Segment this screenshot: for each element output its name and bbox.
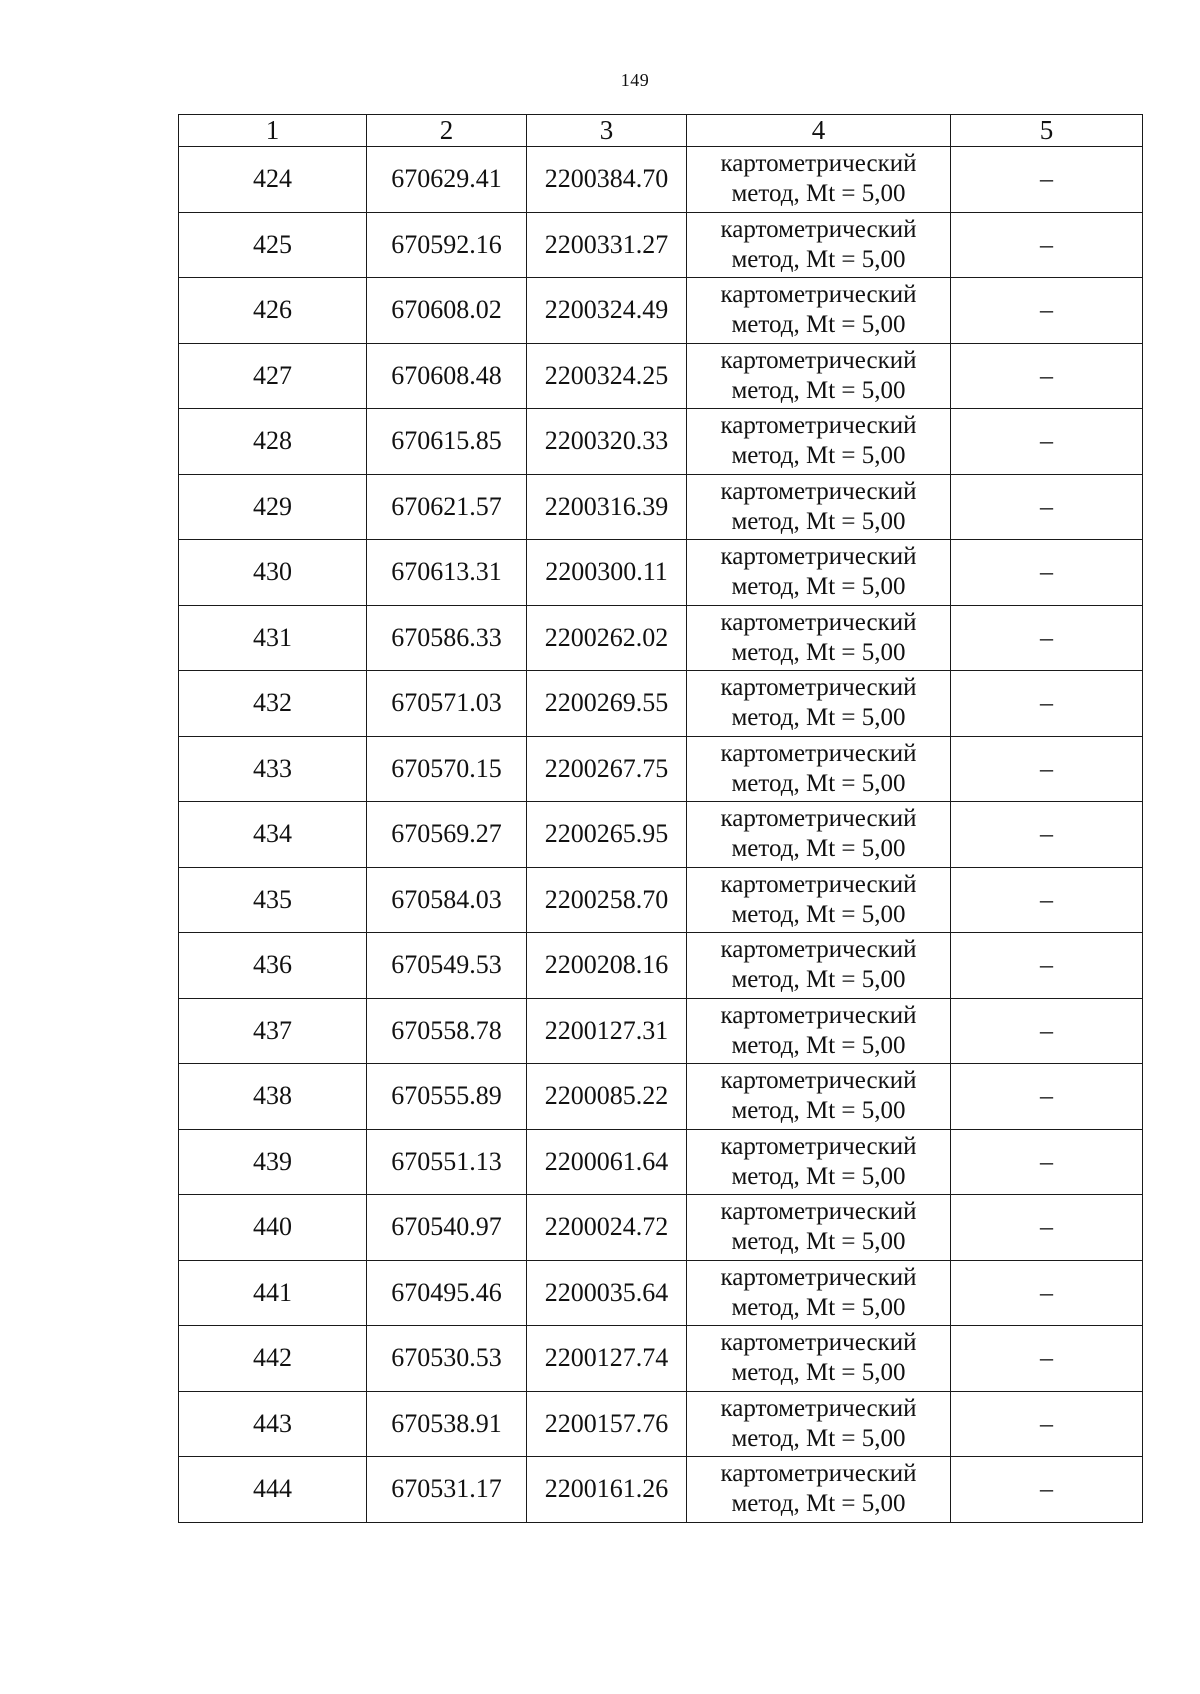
column-5-cell: – — [951, 343, 1143, 409]
y-coordinate-cell: 2200324.25 — [527, 343, 687, 409]
x-coordinate-cell: 670629.41 — [367, 147, 527, 213]
method-cell — [687, 933, 951, 999]
table-row — [179, 343, 1143, 409]
table-row — [179, 212, 1143, 278]
table-row — [179, 1326, 1143, 1392]
column-5-cell: – — [951, 409, 1143, 475]
method-line-2: метод, Mt = 5,00 — [731, 1162, 906, 1190]
column-5-cell: – — [951, 1391, 1143, 1457]
method-cell — [687, 998, 951, 1064]
method-line-1: картометрический — [720, 1132, 917, 1160]
column-5-cell: – — [951, 1195, 1143, 1261]
x-coordinate-cell: 670538.91 — [367, 1391, 527, 1457]
y-coordinate-cell: 2200208.16 — [527, 933, 687, 999]
method-line-2: метод, Mt = 5,00 — [731, 376, 906, 404]
table-row — [179, 605, 1143, 671]
method-line-2: метод, Mt = 5,00 — [731, 1228, 906, 1256]
point-number-cell: 431 — [179, 605, 367, 671]
column-5-cell: – — [951, 1129, 1143, 1195]
table-row — [179, 147, 1143, 213]
point-number-cell: 430 — [179, 540, 367, 606]
method-line-2: метод, Mt = 5,00 — [731, 1293, 906, 1321]
method-line-1: картометрический — [720, 215, 917, 243]
y-coordinate-cell: 2200061.64 — [527, 1129, 687, 1195]
column-5-cell: – — [951, 736, 1143, 802]
y-coordinate-cell: 2200127.74 — [527, 1326, 687, 1392]
x-coordinate-cell: 670549.53 — [367, 933, 527, 999]
table-row — [179, 278, 1143, 344]
method-cell — [687, 1064, 951, 1130]
method-line-2: метод, Mt = 5,00 — [731, 1097, 906, 1125]
table-row — [179, 1064, 1143, 1130]
table-row — [179, 1129, 1143, 1195]
column-5-cell: – — [951, 867, 1143, 933]
method-line-2: метод, Mt = 5,00 — [731, 245, 906, 273]
table-row — [179, 998, 1143, 1064]
method-cell — [687, 1326, 951, 1392]
table-row — [179, 540, 1143, 606]
point-number-cell: 443 — [179, 1391, 367, 1457]
y-coordinate-cell: 2200384.70 — [527, 147, 687, 213]
method-line-1: картометрический — [720, 150, 917, 178]
x-coordinate-cell: 670569.27 — [367, 802, 527, 868]
column-5-cell: – — [951, 802, 1143, 868]
method-cell — [687, 474, 951, 540]
y-coordinate-cell: 2200258.70 — [527, 867, 687, 933]
x-coordinate-cell: 670540.97 — [367, 1195, 527, 1261]
column-5-cell: – — [951, 540, 1143, 606]
table-row — [179, 409, 1143, 475]
method-cell — [687, 278, 951, 344]
point-number-cell: 444 — [179, 1457, 367, 1523]
point-number-cell: 428 — [179, 409, 367, 475]
method-line-1: картометрический — [720, 1329, 917, 1357]
y-coordinate-cell: 2200157.76 — [527, 1391, 687, 1457]
method-line-2: метод, Mt = 5,00 — [731, 311, 906, 339]
table-row — [179, 671, 1143, 737]
point-number-cell: 425 — [179, 212, 367, 278]
column-5-cell: – — [951, 998, 1143, 1064]
x-coordinate-cell: 670495.46 — [367, 1260, 527, 1326]
x-coordinate-cell: 670551.13 — [367, 1129, 527, 1195]
method-line-2: метод, Mt = 5,00 — [731, 1490, 906, 1518]
method-line-1: картометрический — [720, 281, 917, 309]
x-coordinate-cell: 670570.15 — [367, 736, 527, 802]
y-coordinate-cell: 2200035.64 — [527, 1260, 687, 1326]
method-cell — [687, 212, 951, 278]
point-number-cell: 438 — [179, 1064, 367, 1130]
table-row — [179, 802, 1143, 868]
column-5-cell: – — [951, 474, 1143, 540]
column-header-5: 5 — [951, 115, 1143, 147]
method-line-1: картометрический — [720, 1001, 917, 1029]
x-coordinate-cell: 670531.17 — [367, 1457, 527, 1523]
method-cell — [687, 736, 951, 802]
point-number-cell: 442 — [179, 1326, 367, 1392]
point-number-cell: 429 — [179, 474, 367, 540]
point-number-cell: 424 — [179, 147, 367, 213]
table-row — [179, 1195, 1143, 1261]
method-line-2: метод, Mt = 5,00 — [731, 442, 906, 470]
method-cell — [687, 1195, 951, 1261]
header-row — [179, 115, 1143, 147]
method-line-1: картометрический — [720, 1067, 917, 1095]
method-line-1: картометрический — [720, 543, 917, 571]
method-line-2: метод, Mt = 5,00 — [731, 966, 906, 994]
table-header — [179, 115, 1143, 147]
point-number-cell: 434 — [179, 802, 367, 868]
method-cell — [687, 802, 951, 868]
point-number-cell: 426 — [179, 278, 367, 344]
x-coordinate-cell: 670592.16 — [367, 212, 527, 278]
table-row — [179, 867, 1143, 933]
method-line-2: метод, Mt = 5,00 — [731, 1359, 906, 1387]
table-row — [179, 933, 1143, 999]
column-5-cell: – — [951, 1260, 1143, 1326]
x-coordinate-cell: 670571.03 — [367, 671, 527, 737]
y-coordinate-cell: 2200265.95 — [527, 802, 687, 868]
y-coordinate-cell: 2200300.11 — [527, 540, 687, 606]
method-line-1: картометрический — [720, 1198, 917, 1226]
page-number: 149 — [620, 70, 650, 90]
method-line-2: метод, Mt = 5,00 — [731, 1031, 906, 1059]
y-coordinate-cell: 2200316.39 — [527, 474, 687, 540]
x-coordinate-cell: 670613.31 — [367, 540, 527, 606]
method-cell — [687, 1129, 951, 1195]
method-cell — [687, 1391, 951, 1457]
method-line-1: картометрический — [720, 1460, 917, 1488]
column-header-3: 3 — [527, 115, 687, 147]
point-number-cell: 432 — [179, 671, 367, 737]
column-header-2: 2 — [367, 115, 527, 147]
method-line-1: картометрический — [720, 608, 917, 636]
method-cell — [687, 605, 951, 671]
y-coordinate-cell: 2200085.22 — [527, 1064, 687, 1130]
method-line-1: картометрический — [720, 674, 917, 702]
column-5-cell: – — [951, 1326, 1143, 1392]
coordinates-table — [178, 114, 1143, 1523]
point-number-cell: 437 — [179, 998, 367, 1064]
method-line-2: метод, Mt = 5,00 — [731, 900, 906, 928]
method-cell — [687, 540, 951, 606]
method-line-2: метод, Mt = 5,00 — [731, 180, 906, 208]
y-coordinate-cell: 2200320.33 — [527, 409, 687, 475]
method-line-1: картометрический — [720, 1394, 917, 1422]
method-cell — [687, 343, 951, 409]
x-coordinate-cell: 670615.85 — [367, 409, 527, 475]
point-number-cell: 441 — [179, 1260, 367, 1326]
y-coordinate-cell: 2200267.75 — [527, 736, 687, 802]
y-coordinate-cell: 2200262.02 — [527, 605, 687, 671]
method-line-2: метод, Mt = 5,00 — [731, 769, 906, 797]
column-5-cell: – — [951, 212, 1143, 278]
method-line-1: картометрический — [720, 346, 917, 374]
method-line-2: метод, Mt = 5,00 — [731, 507, 906, 535]
y-coordinate-cell: 2200127.31 — [527, 998, 687, 1064]
y-coordinate-cell: 2200331.27 — [527, 212, 687, 278]
y-coordinate-cell: 2200324.49 — [527, 278, 687, 344]
x-coordinate-cell: 670555.89 — [367, 1064, 527, 1130]
column-5-cell: – — [951, 1064, 1143, 1130]
point-number-cell: 433 — [179, 736, 367, 802]
point-number-cell: 436 — [179, 933, 367, 999]
x-coordinate-cell: 670558.78 — [367, 998, 527, 1064]
method-line-1: картометрический — [720, 870, 917, 898]
column-5-cell: – — [951, 147, 1143, 213]
method-cell — [687, 1457, 951, 1523]
column-5-cell: – — [951, 933, 1143, 999]
x-coordinate-cell: 670530.53 — [367, 1326, 527, 1392]
column-5-cell: – — [951, 278, 1143, 344]
x-coordinate-cell: 670584.03 — [367, 867, 527, 933]
method-line-2: метод, Mt = 5,00 — [731, 638, 906, 666]
method-cell — [687, 671, 951, 737]
table-body — [179, 147, 1143, 1523]
method-line-2: метод, Mt = 5,00 — [731, 704, 906, 732]
method-line-1: картометрический — [720, 739, 917, 767]
method-cell — [687, 147, 951, 213]
point-number-cell: 435 — [179, 867, 367, 933]
table-row — [179, 1391, 1143, 1457]
method-line-1: картометрический — [720, 412, 917, 440]
point-number-cell: 440 — [179, 1195, 367, 1261]
table-row — [179, 474, 1143, 540]
x-coordinate-cell: 670608.02 — [367, 278, 527, 344]
column-5-cell: – — [951, 605, 1143, 671]
y-coordinate-cell: 2200024.72 — [527, 1195, 687, 1261]
y-coordinate-cell: 2200269.55 — [527, 671, 687, 737]
point-number-cell: 427 — [179, 343, 367, 409]
x-coordinate-cell: 670621.57 — [367, 474, 527, 540]
method-line-1: картометрический — [720, 936, 917, 964]
y-coordinate-cell: 2200161.26 — [527, 1457, 687, 1523]
method-line-2: метод, Mt = 5,00 — [731, 1424, 906, 1452]
method-line-1: картометрический — [720, 1263, 917, 1291]
point-number-cell: 439 — [179, 1129, 367, 1195]
method-cell — [687, 409, 951, 475]
method-cell — [687, 1260, 951, 1326]
column-header-1: 1 — [179, 115, 367, 147]
table-row — [179, 736, 1143, 802]
method-line-2: метод, Mt = 5,00 — [731, 835, 906, 863]
column-5-cell: – — [951, 1457, 1143, 1523]
table-row — [179, 1260, 1143, 1326]
method-cell — [687, 867, 951, 933]
x-coordinate-cell: 670586.33 — [367, 605, 527, 671]
column-5-cell: – — [951, 671, 1143, 737]
method-line-1: картометрический — [720, 477, 917, 505]
column-header-4: 4 — [687, 115, 951, 147]
x-coordinate-cell: 670608.48 — [367, 343, 527, 409]
method-line-1: картометрический — [720, 805, 917, 833]
method-line-2: метод, Mt = 5,00 — [731, 573, 906, 601]
table-row — [179, 1457, 1143, 1523]
